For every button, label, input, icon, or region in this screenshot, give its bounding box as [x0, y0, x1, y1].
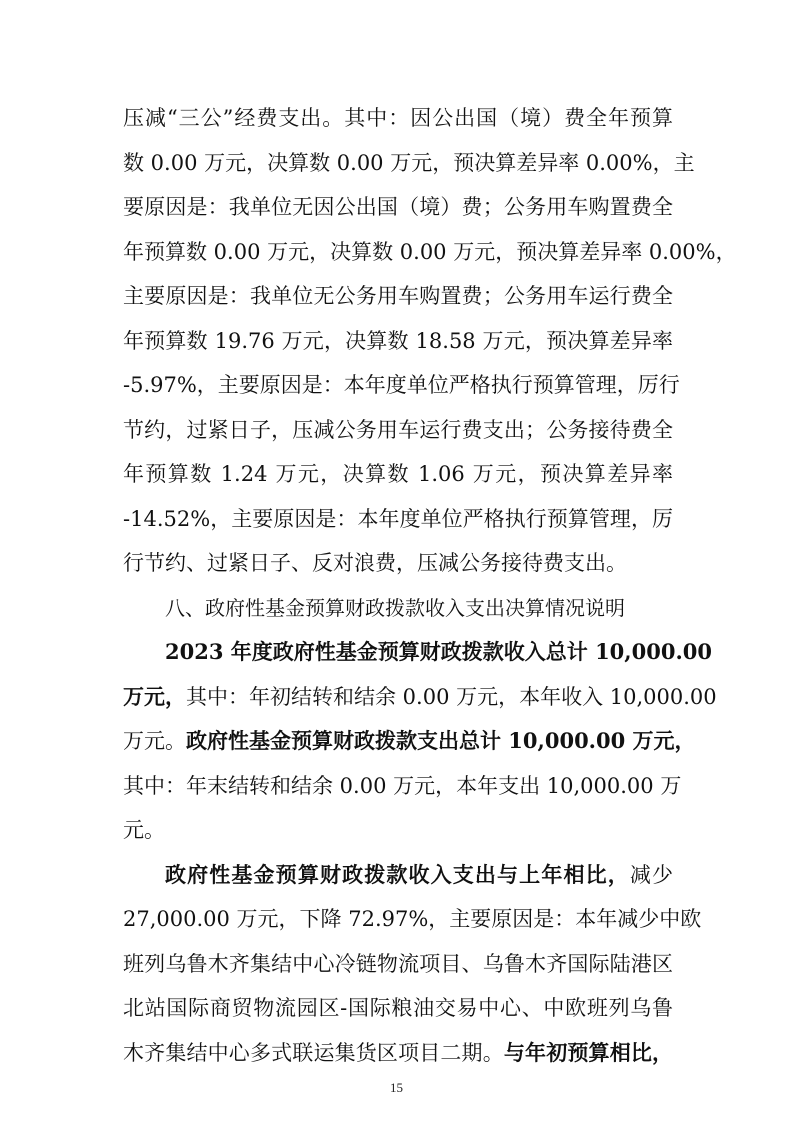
paragraph-line: 年预算数 19.76 万元，决算数 18.58 万元，预决算差异率 [123, 329, 673, 353]
paragraph-line: 数 0.00 万元，决算数 0.00 万元，预决算差异率 0.00%，主 [123, 151, 695, 175]
paragraph-line: 行节约、过紧日子、反对浪费，压减公务接待费支出。 [123, 551, 627, 575]
paragraph-line [123, 719, 696, 763]
paragraph-line: 要原因是：我单位无因公出国（境）费；公务用车购置费全 [123, 195, 673, 219]
section-heading: 八、政府性基金预算财政拨款收入支出决算情况说明 [165, 596, 625, 620]
bold-text: 与年初预算相比， [503, 1040, 674, 1065]
paragraph-line: -5.97%，主要原因是：本年度单位严格执行预算管理，厉行 [123, 373, 680, 397]
bold-statement: 2023 年度政府性基金预算财政拨款收入总计 10,000.00 [165, 639, 712, 664]
paragraph-line: 节约，过紧日子，压减公务用车运行费支出；公务接待费全 [123, 418, 673, 442]
paragraph-line: 年预算数 1.24 万元，决算数 1.06 万元，预决算差异率 [123, 462, 673, 486]
paragraph-line: 北站国际商贸物流园区-国际粮油交易中心、中欧班列乌鲁 [123, 996, 673, 1020]
text: 减少 [629, 863, 674, 887]
paragraph-line: 27,000.00 万元，下降 72.97%，主要原因是：本年减少中欧 [123, 907, 702, 931]
text: 万元。 [123, 729, 186, 753]
paragraph-line: 元。 [123, 818, 165, 842]
paragraph-line: 班列乌鲁木齐集结中心冷链物流项目、乌鲁木齐国际陆港区 [123, 952, 673, 976]
paragraph-line [123, 675, 717, 719]
paragraph-line: 年预算数 0.00 万元，决算数 0.00 万元，预决算差异率 0.00%， [123, 240, 737, 264]
text: 其中：年初结转和结余 0.00 万元，本年收入 10,000.00 [186, 685, 717, 709]
paragraph-line: 其中：年末结转和结余 0.00 万元，本年支出 10,000.00 万 [123, 774, 682, 798]
paragraph-line: -14.52%，主要原因是：本年度单位严格执行预算管理，厉 [123, 507, 673, 531]
page-number: 15 [390, 1080, 403, 1095]
bold-text: 万元， [123, 684, 186, 709]
bold-text: 政府性基金预算财政拨款收入支出与上年相比， [165, 862, 630, 887]
paragraph-line [123, 1031, 673, 1075]
paragraph-line [165, 853, 673, 897]
text: 木齐集结中心多式联运集货区项目二期。 [123, 1041, 504, 1065]
bold-text: 政府性基金预算财政拨款支出总计 10,000.00 万元， [186, 728, 696, 753]
paragraph-line: 压减“三公”经费支出。其中：因公出国（境）费全年预算 [123, 106, 673, 130]
paragraph-line: 主要原因是：我单位无公务用车购置费；公务用车运行费全 [123, 284, 673, 308]
